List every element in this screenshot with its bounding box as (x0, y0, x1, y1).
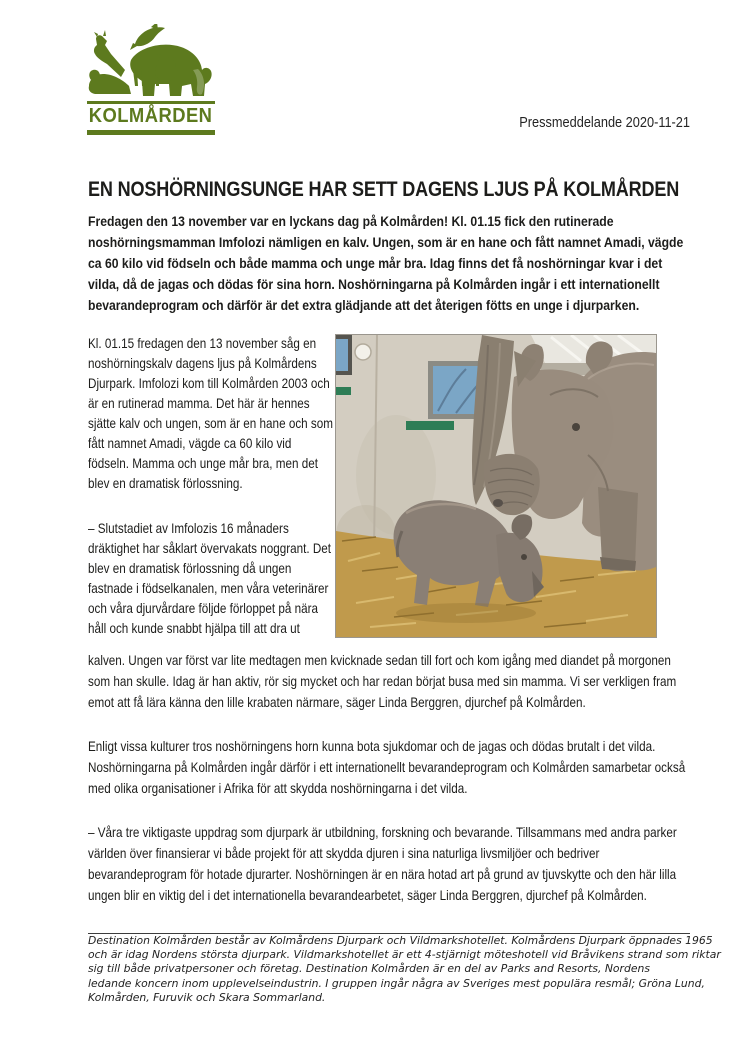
body-paragraph-4: – Våra tre viktigaste uppdrag som djurpark är utbildning, forskning och bevarande. Tillsammans med andra parker världen över finansierar vi både projekt för att skydda djuren i sina naturliga livsmiljöer och bedriver bevarandeprogram för hotade djurarter. Noshörningen är en nära hotad art på grund av tjuvskytte och den här lilla ungen blir en viktig del i det internationella bevarandearbetet, säger Linda Berggren, djurchef på Kolmården. (88, 825, 677, 903)
footer-text-line: sig till både privatpersoner och företag. Destination Kolmården är en del av Parks and Resorts, Nordens (88, 962, 650, 976)
footer-text-line: Destination Kolmården består av Kolmårdens Djurpark och Vildmarkshotellet. Kolmårdens Djurpark öppnades 1965 (88, 934, 713, 947)
body-paragraph-2: – Slutstadiet av Imfolozis 16 månaders dräktighet har såklart övervakats noggrant. Det blev en dramatisk förlossning då ungen fastnade i födselkanalen, men våra veterinärer och våra djurvårdare följde förloppet på nära håll och kunde snabbt hjälpa till att dra ut (88, 521, 332, 636)
animal-silhouettes-icon (85, 24, 217, 100)
footer-text-line: ledande koncern inom upplevelseindustrin. I gruppen ingår några av Sveriges mest populära resmål; Gröna Lund, (88, 976, 705, 990)
boilerplate-footer (88, 933, 721, 1005)
rhino-photo (335, 334, 657, 638)
two-column-section (88, 334, 690, 639)
content-area (0, 178, 746, 906)
page-header (0, 0, 746, 140)
press-release-date: Pressmeddelande 2020-11-21 (519, 115, 690, 131)
footer-text-line: och är idag Nordens största djurpark. Vildmarkshotellet är ett 4-stjärnigt möteshotell vid Bråvikens strand som riktar (88, 948, 721, 962)
kolmarden-logo (85, 24, 217, 135)
body-paragraph-2-continued: kalven. Ungen var först var lite medtagen men kvicknade sedan till fort och kom igång med diandet på morgonen som han skulle. Idag är han aktiv, rör sig mycket och har redan börjat busa med sin mamma. Vi ser verkligen fram emot att få lära känna den lille krabaten närmare, säger Linda Berggren, djurchef på Kolmården. (88, 653, 677, 710)
logo-wordmark (85, 101, 217, 135)
logo-bottom-bar (87, 130, 215, 135)
headline: EN NOSHÖRNINGSUNGE HAR SETT DAGENS LJUS PÅ KOLMÅRDEN (88, 178, 680, 201)
rhino-mother-and-calf-illustration (336, 335, 656, 637)
left-text-column (88, 334, 335, 639)
footer-text-line: Kolmården, Furuvik och Skara Sommarland. (88, 990, 326, 1004)
body-paragraph-3: Enligt vissa kulturer tros noshörningens horn kunna bota sjukdomar och de jagas och dödas brutalt i det vilda. Noshörningarna på Kolmården ingår därför i ett internationellt bevarandeprogram och Kolmården samarbetar också med olika organisationer i Afrika för att skydda noshörningarna i det vilda. (88, 739, 686, 796)
body-paragraph-1: Kl. 01.15 fredagen den 13 november såg en noshörningskalv dagens ljus på Kolmårdens Djurpark. Imfolozi kom till Kolmården 2003 och är en rutinerad mamma. Det här är hennes sjätte kalv och ungen, som är en hane och som fått namnet Amadi, vägde ca 60 kilo vid födseln. Mamma och unge mår bra, men det blev en dramatisk förlossning. (88, 336, 334, 491)
intro-paragraph: Fredagen den 13 november var en lyckans dag på Kolmården! Kl. 01.15 fick den rutinerade noshörningsmamman Imfolozi nämligen en kalv. Ungen, som är en hane och fått namnet Amadi, vägde ca 60 kilo vid födseln och både mamma och unge mår bra. Idag finns det få noshörningar kvar i det vilda, då de jagas och dödas för sina horn. Noshörningarna på Kolmården ingår i ett internationellt bevarandeprogram och därför är det extra glädjande att det återigen fötts en unge i djurparken. (88, 214, 684, 314)
logo-brand-text: KOLMÅRDEN (88, 105, 213, 127)
